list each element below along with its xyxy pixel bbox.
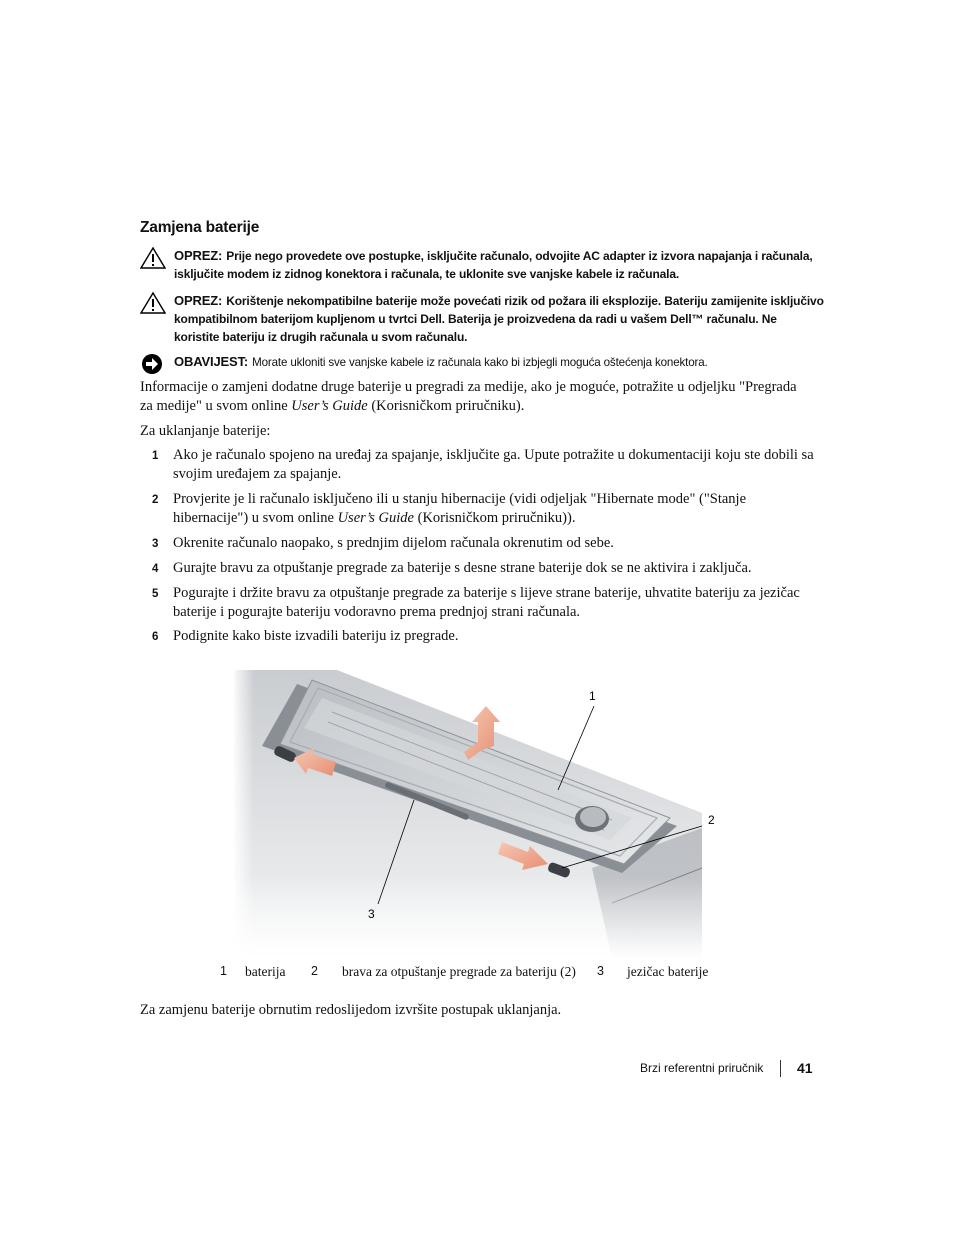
callout-number-2: 2 [708, 813, 715, 827]
caution-notice-2 [140, 291, 830, 349]
step-6 [140, 627, 820, 647]
notice-text: Morate ukloniti sve vanjske kabele iz računala kako bi izbjegli moguća oštećenja konektora. [252, 356, 708, 369]
notice-label: OPREZ: [174, 248, 223, 263]
step-text-end: (Korisničkom priručniku)). [413, 510, 576, 526]
step-number: 5 [152, 588, 159, 600]
caution-notice-1 [140, 246, 830, 286]
obavijest-notice [140, 352, 830, 374]
legend-label: jezičac baterije [627, 964, 709, 979]
step-number: 3 [152, 538, 159, 550]
step-5 [140, 584, 820, 624]
intro-text: Informacije o zamjeni dodatne druge baterije u pregradi za medije, ako je moguće, potražite u odjeljku "Pregrada za medije" u svom online [140, 379, 797, 414]
step-3 [140, 534, 820, 554]
notice-text: Korištenje nekompatibilne baterije može povećati rizik od požara ili eksplozije. Bateriju zamijenite isključivo kompatibilnom baterijom kupljenom u tvrtci Dell. Baterija je proizvedena da radi u vašem Dell™ računalu. Ne koristite bateriju iz drugih računala u svom računalu. [174, 294, 824, 344]
figure-legend [220, 964, 740, 984]
step-text: Gurajte bravu za otpuštanje pregrade za baterije s desne strane baterije dok se ne aktivira i zaključa. [173, 560, 752, 576]
step-text: Pogurajte i držite bravu za otpuštanje pregrade za baterije s lijeve strane baterije, uhvatite bateriju za jezičac baterije i pogurajte bateriju vodoravno prema prednjoj strani računala. [173, 585, 800, 620]
users-guide-title: User’s Guide [337, 510, 414, 526]
intro-paragraph [140, 378, 800, 416]
battery-removal-illustration [232, 668, 732, 958]
intro-text-end: (Korisničkom priručniku). [367, 398, 525, 414]
step-number: 4 [152, 563, 159, 575]
step-text-start: Provjerite je li računalo isključeno ili u stanju hibernacije (vidi odjeljak "Hibernate mode" ("Stanje hibernacije") u svom online [173, 491, 747, 526]
section-title: Zamjena baterije [140, 219, 260, 236]
step-text: Podignite kako biste izvadili bateriju iz pregrade. [173, 628, 459, 644]
footer-divider [780, 1060, 781, 1077]
legend-label: baterija [245, 964, 286, 979]
legend-number: 3 [597, 964, 604, 978]
notice-text: Prije nego provedete ove postupke, isključite računalo, odvojite AC adapter iz izvora napajanja i računala, isključite modem iz zidnog konektora i računala, te uklonite sve vanjske kabele iz računala. [174, 249, 813, 281]
callout-number-1: 1 [589, 689, 596, 703]
step-text: Ako je računalo spojeno na uređaj za spajanje, isključite ga. Upute potražite u dokumentaciji koju ste dobili sa svojim uređajem za spajanje. [173, 447, 814, 482]
step-number: 1 [152, 450, 159, 462]
step-4 [140, 559, 820, 579]
warning-triangle-icon [140, 291, 166, 315]
step-number: 6 [152, 631, 159, 643]
users-guide-title: User’s Guide [291, 398, 368, 414]
step-number: 2 [152, 494, 159, 506]
removal-lead: Za uklanjanje baterije: [140, 423, 271, 439]
callout-number-3: 3 [368, 907, 375, 921]
closing-paragraph: Za zamjenu baterije obrnutim redoslijedom izvršite postupak uklanjanja. [140, 1002, 562, 1018]
step-2 [140, 490, 820, 530]
page-number: 41 [797, 1060, 813, 1076]
footer-title: Brzi referentni priručnik [640, 1061, 764, 1075]
legend-number: 2 [311, 964, 318, 978]
notice-label: OPREZ: [174, 293, 223, 308]
step-text [173, 490, 823, 528]
battery-tab [575, 806, 609, 832]
legend-label: brava za otpuštanje pregrade za bateriju (2) [342, 964, 576, 979]
warning-triangle-icon [140, 246, 166, 270]
notice-label: OBAVIJEST: [174, 354, 249, 369]
step-text: Okrenite računalo naopako, s prednjim dijelom računala okrenutim od sebe. [173, 535, 614, 551]
step-1 [140, 446, 820, 486]
legend-number: 1 [220, 964, 227, 978]
notice-arrow-icon [140, 352, 166, 376]
